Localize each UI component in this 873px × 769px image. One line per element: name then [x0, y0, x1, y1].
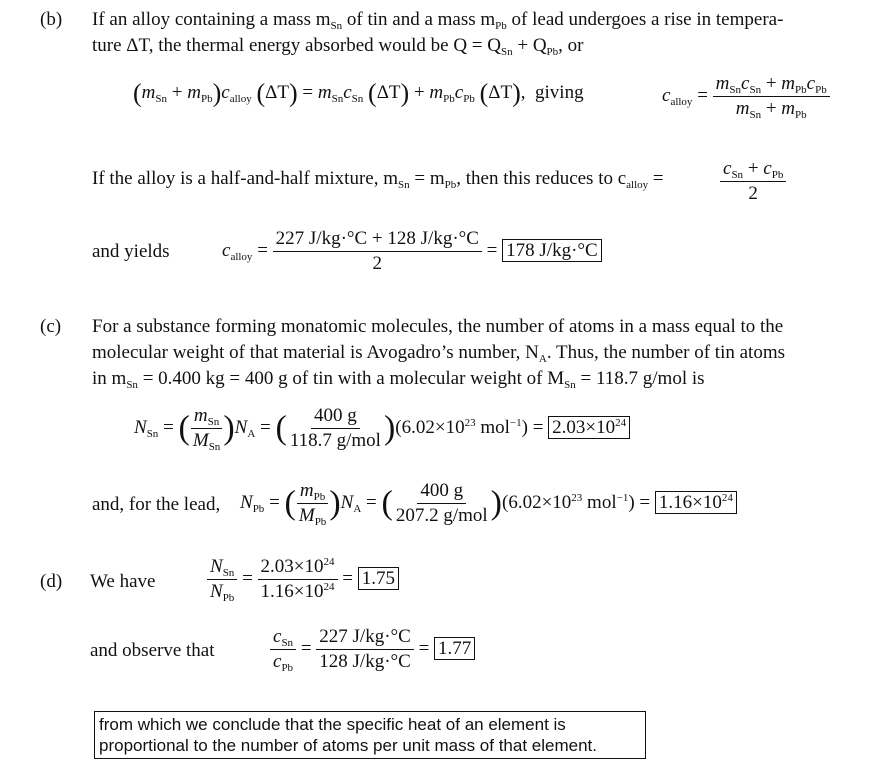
observe-label: and observe that	[90, 640, 215, 661]
yields-label: and yields	[92, 241, 170, 262]
part-b-line1: If an alloy containing a mass $m_{Sn}$ of tin and a mass $m_{Pb}$ of lead undergoes a rise in tempera-	[92, 9, 784, 32]
part-c-label: (c)	[40, 316, 62, 337]
result-atom-ratio: 1.75	[358, 567, 399, 590]
n-pb-equation: $N_{Pb}$ = ( $\frac{m_{Pb}}{M_{Pb}}$ )$N_A$ = ( $\frac{400 g}{\text{207.2 g/mol}}$ )($6.02\times 10^{23}$ $mol^{-1}) = 1.16\times 10^{24}$	[240, 480, 737, 527]
c-alloy-general-formula: $c_{alloy}$ = $\frac{m_{Sn}c_{Sn} + m_{Pb}c_{Pb}}{m_{Sn} + m_{Pb}}$	[662, 73, 830, 120]
result-n-pb: $1.16\times 10^{24}$	[655, 491, 737, 514]
result-n-sn: $2.03\times 10^{24}$	[548, 416, 630, 439]
part-c-line2: molecular weight of that material is Avogadro’s number, $N_A$. Thus, the number of tin atoms	[92, 342, 785, 365]
half-mixture-fraction: $\frac{c_{Sn} + c_{Pb}}{2}$	[720, 158, 786, 205]
n-sn-equation: $N_{Sn}$ = ( $\frac{m_{Sn}}{M_{Sn}}$ )$N_A$ = ( $\frac{400 g}{\text{118.7 g/mol}}$ )($6.02\times 10^{23}$ $mol^{-1}) = 2.03\times 10^{24}$	[134, 405, 630, 452]
heat-capacity-equation: $(m_{Sn} + m_{Pb})c_{alloy}$ $(\Delta T) = m_{Sn}c_{Sn}$ $(\Delta T) + m_{Pb}c_{Pb}$ (ΔT), giving	[133, 78, 584, 108]
part-c-line1: For a substance forming monatomic molecules, the number of atoms in a mass equal to the	[92, 316, 784, 337]
result-specific-heat-ratio: 1.77	[434, 637, 475, 660]
yields-equation: $c_{alloy}$ = $\frac{227 J/kg\cdot^\circ C + 128 J/kg\cdot^\circ C}{2}$ = 178 J/kg·°C	[222, 228, 602, 275]
specific-heat-ratio-equation: $\frac{c_{Sn}}{c_{Pb}}$ = $\frac{227 J/kg\cdot^\circ C}{128 J/kg\cdot^\circ C}$ = 1.77	[270, 626, 475, 673]
atom-ratio-equation: $\frac{N_{Sn}}{N_{Pb}}$ = $\frac{2.03\times 10^{24}}{1.16\times 10^{24}}$ = 1.75	[207, 556, 399, 603]
lead-label: and, for the lead,	[92, 494, 221, 515]
we-have-label: We have	[90, 571, 156, 592]
part-b-label: (b)	[40, 9, 63, 30]
conclusion-box: from which we conclude that the specific heat of an element is proportional to the number of atoms per unit mass of that element.	[94, 711, 646, 759]
part-d-label: (d)	[40, 571, 63, 592]
half-mixture-text: If the alloy is a half-and-half mixture, $m_{Sn} = m_{Pb}$, then this reduces to $c_{alloy}$ =	[92, 168, 664, 191]
result-c-alloy: 178 J/kg·°C	[502, 239, 602, 262]
part-b-line2: ture ΔT, the thermal energy absorbed would be $Q = Q_{Sn} + Q_{Pb}$, or	[92, 35, 584, 58]
part-c-line3: in $m_{Sn} = 0.400$ kg = 400 g of tin with a molecular weight of $M_{Sn} = 118.7$ g/mol is	[92, 368, 705, 391]
